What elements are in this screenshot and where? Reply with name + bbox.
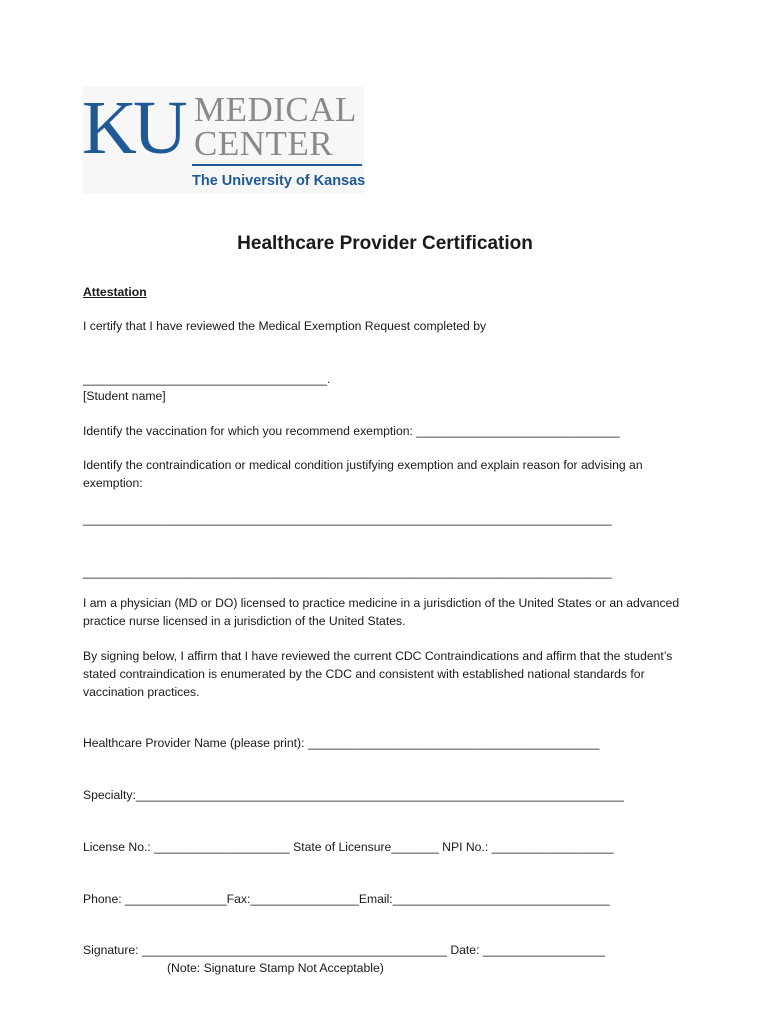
signature-field-row[interactable]: Signature: _____________________________________________ Date: __________________ xyxy=(83,943,605,957)
student-name-field[interactable]: ____________________________________. xyxy=(83,372,331,386)
physician-statement: I am a physician (MD or DO) licensed to practice medicine in a jurisdiction of the United States or an advanced practice nurse licensed in a jurisdiction of the United States. xyxy=(83,596,680,628)
section-heading-attestation: Attestation xyxy=(83,285,147,299)
student-name-label: [Student name] xyxy=(83,389,166,403)
logo-line-center: CENTER xyxy=(194,124,334,163)
affirmation-statement: By signing below, I affirm that I have reviewed the current CDC Contraindications and affirm that the student’s stated contraindication is enumerated by the CDC and consistent with established national standards for vaccination practices. xyxy=(83,649,673,699)
document-title: Healthcare Provider Certification xyxy=(237,233,533,254)
logo-line-medical: MEDICAL xyxy=(194,90,357,129)
ku-medical-center-logo xyxy=(82,86,364,194)
contraindication-field-2[interactable]: ______________________________________________________________________________ xyxy=(83,565,612,579)
certify-statement: I certify that I have reviewed the Medical Exemption Request completed by xyxy=(83,319,487,333)
vaccination-field[interactable]: Identify the vaccination for which you recommend exemption: ______________________________ xyxy=(83,424,620,438)
contact-field-row[interactable]: Phone: _______________Fax:________________Email:________________________________ xyxy=(83,892,610,906)
logo-mark: KU xyxy=(82,86,184,170)
provider-name-field[interactable]: Healthcare Provider Name (please print): ___________________________________________ xyxy=(83,736,600,750)
license-field-row[interactable]: License No.: ____________________ State of Licensure_______ NPI No.: __________________ xyxy=(83,840,614,854)
contraindication-prompt: Identify the contraindication or medical condition justifying exemption and explain reason for advising an exemption: xyxy=(83,458,643,490)
logo-university: The University of Kansas xyxy=(192,173,366,189)
contraindication-field-1[interactable]: ______________________________________________________________________________ xyxy=(83,512,612,526)
signature-note: (Note: Signature Stamp Not Acceptable) xyxy=(167,961,384,975)
specialty-field[interactable]: Specialty:________________________________________________________________________ xyxy=(83,788,624,802)
logo-divider xyxy=(192,164,362,166)
